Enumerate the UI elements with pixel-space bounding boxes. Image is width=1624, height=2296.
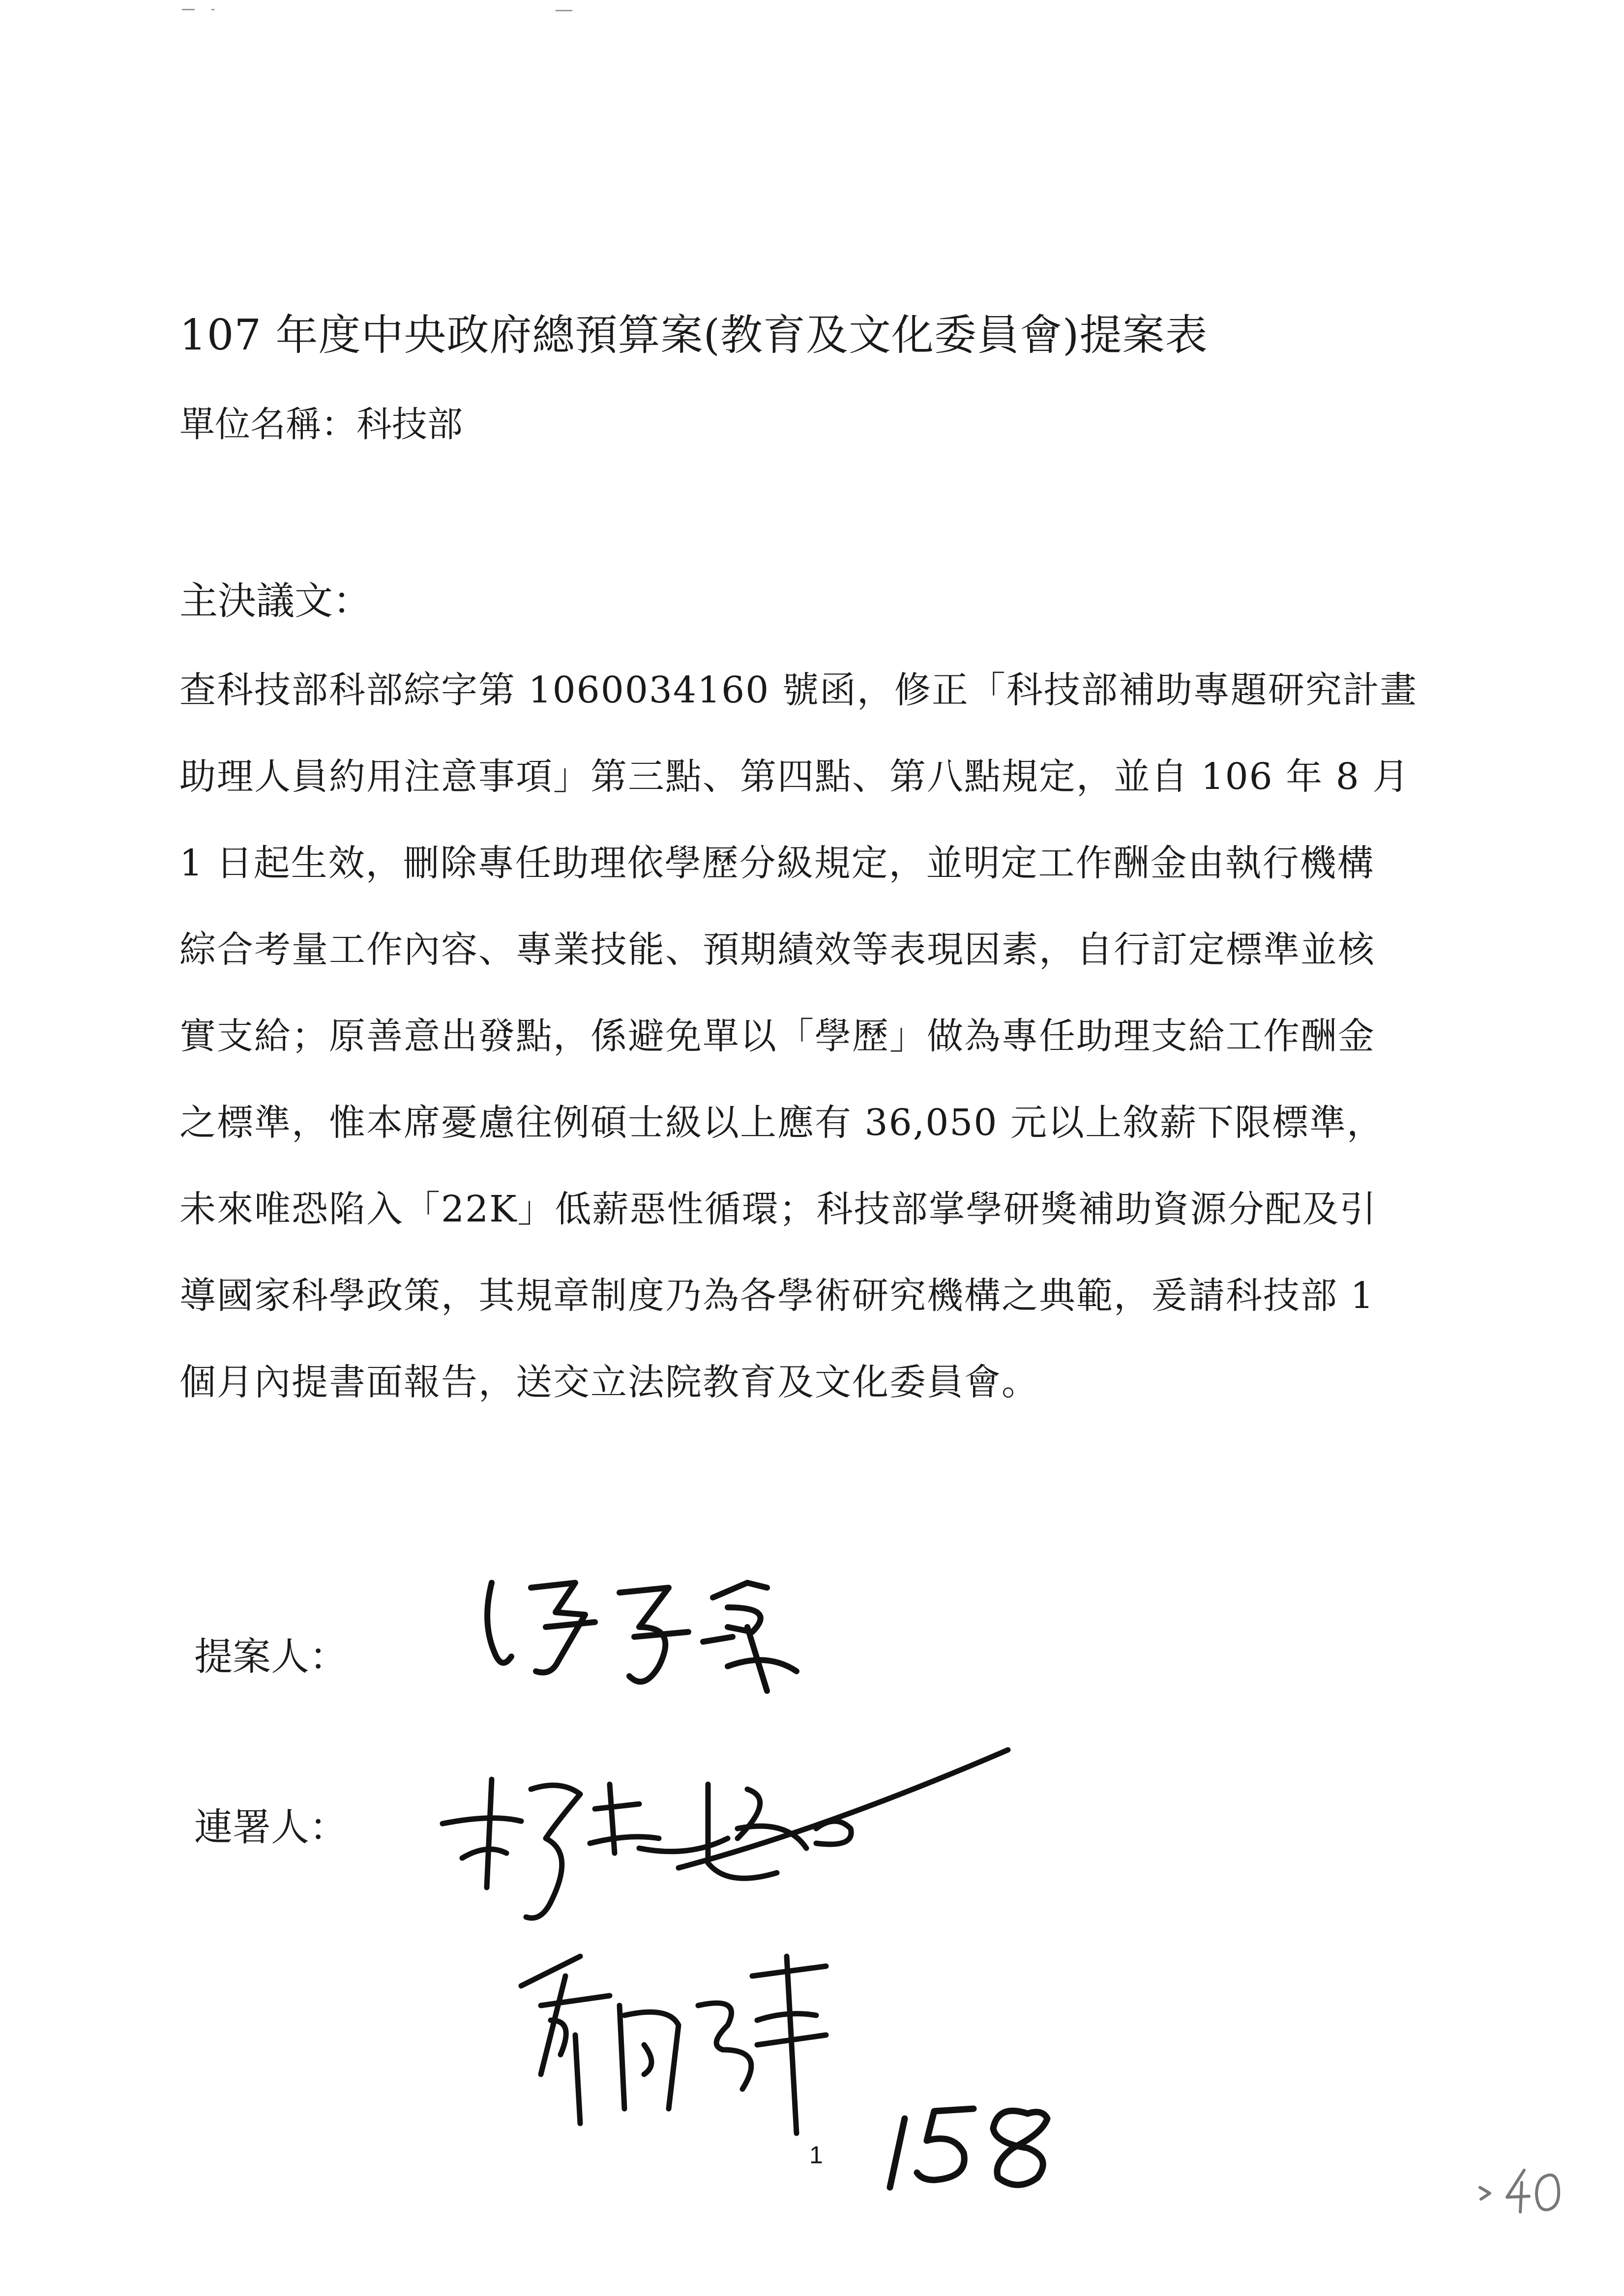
document-title: 107 年度中央政府總預算案(教育及文化委員會)提案表 [179,311,1208,360]
resolution-line: 查科技部科部綜字第 1060034160 號函，修正「科技部補助專題研究計畫 [179,669,1417,711]
resolution-line: 1 日起生效，刪除專任助理依學歷分級規定，並明定工作酬金由執行機構 [179,842,1375,884]
margin-note [1475,2163,1573,2219]
resolution-heading: 主決議文： [179,579,372,623]
resolution-line: 綜合考量工作內容、專業技能、預期績效等表現因素，自行訂定標準並核 [179,929,1375,971]
handwritten-page-number [880,2094,1096,2194]
scan-mark [182,9,195,10]
proposer-signature [472,1553,826,1715]
cosigner-signature [433,1740,1023,1947]
resolution-line: 之標準，惟本席憂慮往例碩士級以上應有 36,050 元以上敘薪下限標準， [179,1102,1384,1144]
resolution-line: 助理人員約用注意事項」第三點、第四點、第八點規定，並自 106 年 8 月 [179,756,1410,798]
resolution-line: 導國家科學政策，其規章制度乃為各學術研究機構之典範，爰請科技部 1 [179,1275,1375,1317]
scan-mark [556,10,572,11]
cosigner-signature [511,1947,885,2153]
scan-mark [211,9,214,10]
cosigner-label: 連署人： [194,1805,348,1850]
proposer-label: 提案人： [194,1635,348,1679]
page-number: 1 [809,2141,823,2169]
resolution-line: 個月內提書面報告，送交立法院教育及文化委員會。 [179,1361,1039,1403]
resolution-line: 未來唯恐陷入「22K」低薪惡性循環；科技部掌學研獎補助資源分配及引 [179,1188,1377,1230]
resolution-line: 實支給；原善意出發點，係避免單以「學歷」做為專任助理支給工作酬金 [179,1015,1375,1057]
unit-name: 單位名稱：科技部 [179,404,463,445]
